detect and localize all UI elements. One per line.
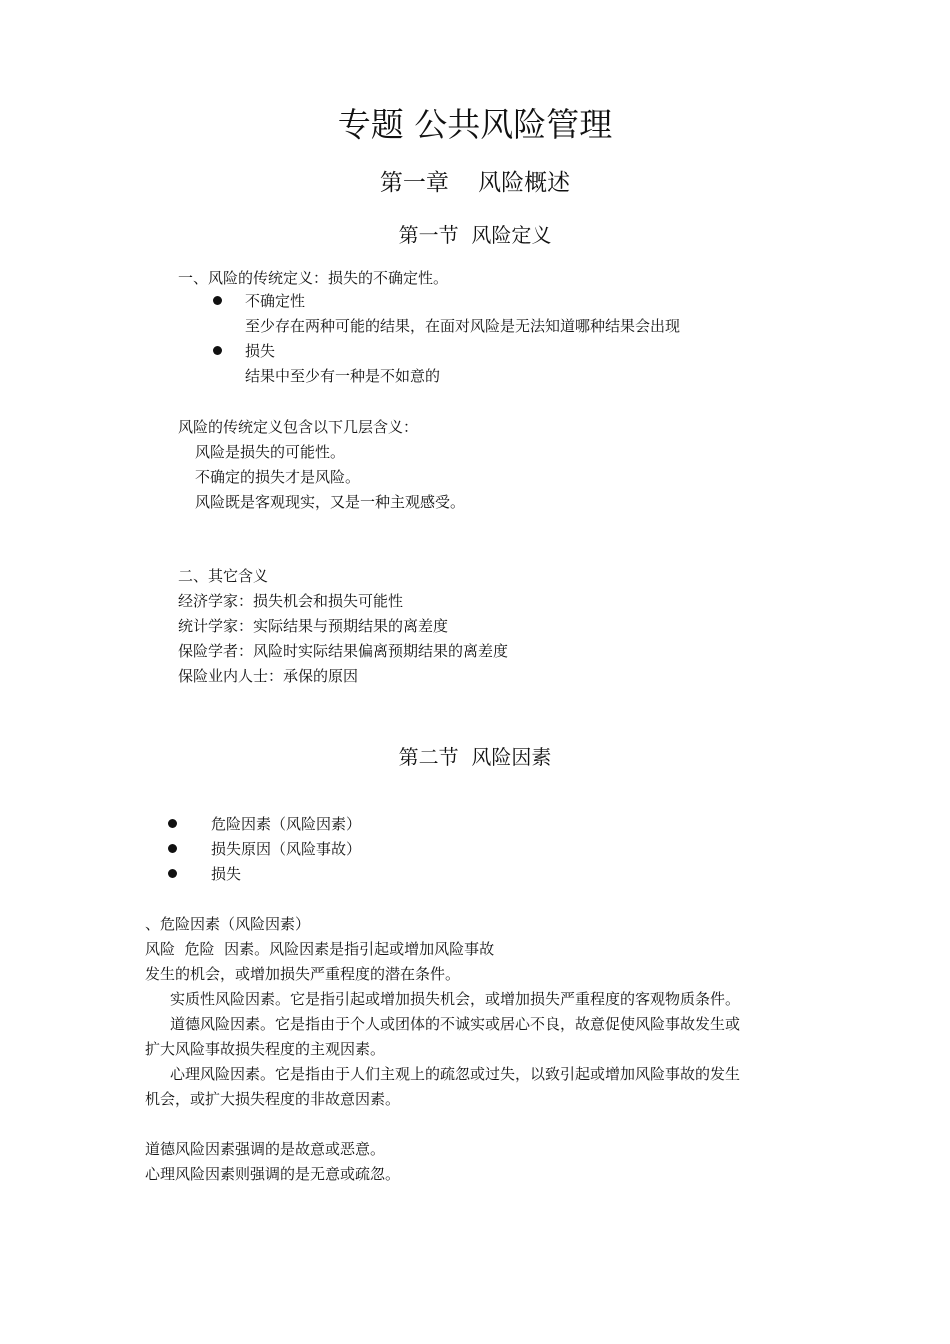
bullet-icon xyxy=(213,346,222,355)
note-line: 道德风险因素强调的是故意或恶意。 xyxy=(145,1140,386,1158)
other-meaning-line: 保险业内人士：承保的原因 xyxy=(178,667,359,685)
body-line: 风险 危险 因素。风险因素是指引起或增加风险事故 xyxy=(145,940,495,958)
note-line: 心理风险因素则强调的是无意或疏忽。 xyxy=(145,1165,401,1183)
section-2-title: 第二节 风险因素 xyxy=(398,745,552,769)
bullet-loss-desc: 结果中至少有一种是不如意的 xyxy=(245,367,441,385)
meaning-line: 不确定的损失才是风险。 xyxy=(195,468,361,486)
bullet-uncertainty-desc: 至少存在两种可能的结果，在面对风险是无法知道哪种结果会出现 xyxy=(245,317,681,335)
factor-bullet: 危险因素（风险因素） xyxy=(211,815,362,833)
other-meaning-line: 保险学者：风险时实际结果偏离预期结果的离差度 xyxy=(178,642,509,660)
body-line: 心理风险因素。它是指由于人们主观上的疏忽或过失，以致引起或增加风险事故的发生 xyxy=(170,1065,741,1083)
bullet-icon xyxy=(168,869,177,878)
bullet-uncertainty-label: 不确定性 xyxy=(245,292,306,310)
meaning-line: 风险既是客观现实，又是一种主观感受。 xyxy=(195,493,466,511)
other-meanings-heading: 二、其它含义 xyxy=(178,567,269,585)
body-line: 扩大风险事故损失程度的主观因素。 xyxy=(145,1040,386,1058)
factor-bullet: 损失原因（风险事故） xyxy=(211,840,362,858)
hazard-factor-heading: 、危险因素（风险因素） xyxy=(145,915,311,933)
factor-bullet: 损失 xyxy=(211,865,242,883)
body-line: 发生的机会，或增加损失严重程度的潜在条件。 xyxy=(145,965,461,983)
meaning-line: 风险是损失的可能性。 xyxy=(195,443,346,461)
meaning-intro: 风险的传统定义包含以下几层含义： xyxy=(178,418,419,436)
section-1-title: 第一节 风险定义 xyxy=(398,223,552,247)
body-line: 机会，或扩大损失程度的非故意因素。 xyxy=(145,1090,401,1108)
body-line: 实质性风险因素。它是指引起或增加损失机会，或增加损失严重程度的客观物质条件。 xyxy=(170,990,741,1008)
other-meaning-line: 统计学家：实际结果与预期结果的离差度 xyxy=(178,617,449,635)
bullet-icon xyxy=(168,819,177,828)
bullet-icon xyxy=(168,844,177,853)
body-line: 道德风险因素。它是指由于个人或团体的不诚实或居心不良，故意促使风险事故发生或 xyxy=(170,1015,741,1033)
document-title: 专题 公共风险管理 xyxy=(337,105,613,144)
traditional-definition-heading: 一、风险的传统定义：损失的不确定性。 xyxy=(178,269,449,287)
chapter-title: 第一章 风险概述 xyxy=(379,170,571,196)
bullet-loss-label: 损失 xyxy=(245,342,276,360)
bullet-icon xyxy=(213,296,222,305)
other-meaning-line: 经济学家：损失机会和损失可能性 xyxy=(178,592,404,610)
